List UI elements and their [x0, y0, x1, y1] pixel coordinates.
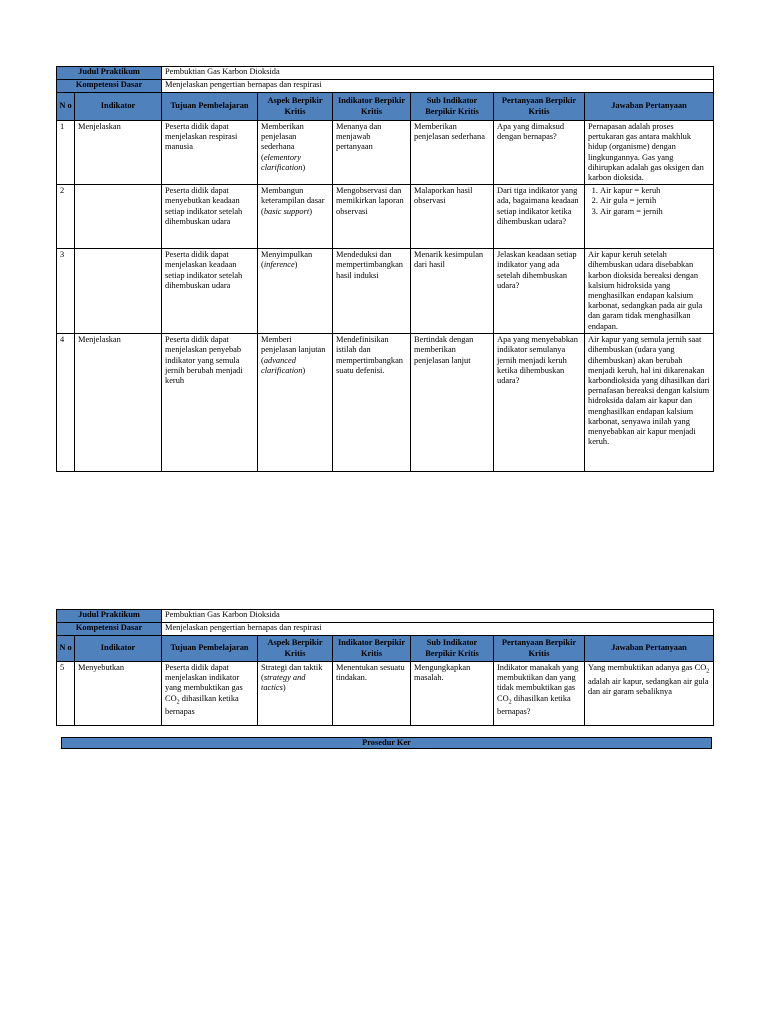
table-row [57, 662, 714, 726]
list-item: 2. Air gula = jernih [600, 196, 710, 206]
header-tujuan: Tujuan Pembelajaran [162, 636, 258, 662]
tujuan-text-end: dihasilkan ketika bernapas [165, 693, 239, 717]
cell-jawaban [585, 185, 714, 249]
header-no: N o [57, 636, 75, 662]
table-row [57, 121, 714, 185]
aspek-text: Memberikan penjelasan sederhana ( [261, 122, 304, 162]
kompetensi-row [57, 623, 714, 636]
aspek-close: ) [302, 365, 306, 375]
lesson-table-2 [56, 609, 714, 726]
cell-indikator-bk: Mengobservasi dan memikirkan laporan observasi [333, 185, 411, 249]
aspek-close: ) [309, 206, 312, 216]
header-pertanyaan: Pertanyaan Berpikir Kritis [494, 636, 585, 662]
cell-no: 3 [57, 249, 75, 334]
cell-no: 4 [57, 334, 75, 472]
header-pertanyaan: Pertanyaan Berpikir Kritis [494, 93, 585, 121]
cell-no: 1 [57, 121, 75, 185]
kompetensi-row [57, 80, 714, 93]
cell-indikator: Menyebutkan [75, 662, 162, 726]
header-indikator: Indikator [75, 636, 162, 662]
lesson-table-1 [56, 66, 714, 472]
aspek-italic: strategy and tactics [261, 673, 306, 693]
kompetensi-label: Kompetensi Dasar [57, 80, 162, 93]
judul-label: Judul Praktikum [57, 67, 162, 80]
aspek-italic: elementory clarification [261, 152, 303, 172]
aspek-italic: basic support [263, 206, 310, 216]
cell-pertanyaan: Jelaskan keadaan setiap indikator yang ada setelah dihembuskan udara? [494, 249, 585, 334]
cell-pertanyaan: Dari tiga indikator yang ada, bagaimana keadaan setiap indikator ketika dihembuskan udara? [494, 185, 585, 249]
list-item: 1. Air kapur = keruh [600, 186, 710, 196]
cell-pertanyaan [494, 662, 585, 726]
judul-value: Pembuktian Gas Karbon Dioksida [162, 610, 714, 623]
cell-jawaban: Pernapasan adalah proses pertukaran gas antara makhluk hidup (organisme) dengan lingkungannya. Gas yang dihirupkan adalah gas oksigen dan karbon dioksida. [585, 121, 714, 185]
aspek-text: Strategi dan taktik ( [261, 663, 323, 683]
header-sub-indikator: Sub Indikator Berpikir Kritis [411, 93, 494, 121]
header-sub-indikator: Sub Indikator Berpikir Kritis [411, 636, 494, 662]
prosedur-kerja-bar: Prosedur Ker [61, 737, 712, 749]
cell-tujuan: Peserta didik dapat menjelaskan respirasi manusia [162, 121, 258, 185]
cell-indikator: Menjelaskan [75, 121, 162, 185]
header-jawaban: Jawaban Pertanyaan [585, 93, 714, 121]
list-item: 3. Air garam = jernih [600, 207, 710, 217]
cell-tujuan [162, 662, 258, 726]
kompetensi-label: Kompetensi Dasar [57, 623, 162, 636]
pertanyaan-text: Indikator manakah yang membuktikan dan yang tidak membuktikan gas CO [497, 663, 579, 703]
header-indikator-bk: Indikator Berpikir Kritis [333, 93, 411, 121]
cell-aspek [258, 121, 333, 185]
cell-tujuan: Peserta didik dapat menyebutkan keadaan setiap indikator setelah dihembuskan udara [162, 185, 258, 249]
header-indikator: Indikator [75, 93, 162, 121]
header-jawaban: Jawaban Pertanyaan [585, 636, 714, 662]
aspek-italic: inference [263, 260, 295, 270]
jawaban-text-end: adalah air kapur, sedangkan air gula dan air garam sebaliknya [588, 676, 709, 697]
table-row [57, 185, 714, 249]
aspek-close: ) [294, 260, 298, 270]
aspek-close: ) [282, 683, 286, 693]
judul-row [57, 67, 714, 80]
aspek-text: Menyimpulkan ( [261, 250, 313, 270]
cell-sub-indikator: Memberikan penjelasan sederhana [411, 121, 494, 185]
judul-value: Pembuktian Gas Karbon Dioksida [162, 67, 714, 80]
cell-tujuan: Peserta didik dapat menjelaskan penyebab indikator yang semula jernih berubah menjadi keruh [162, 334, 258, 472]
header-aspek: Aspek Berpikir Kritis [258, 93, 333, 121]
cell-indikator-bk: Mendefinisikan istilah dan mempertimbangkan suatu defenisi. [333, 334, 411, 472]
subscript-2: 2 [508, 699, 512, 706]
aspek-italic: advanced clarification [261, 355, 303, 375]
kompetensi-value: Menjelaskan pengertian bernapas dan respirasi [162, 623, 714, 636]
cell-aspek [258, 662, 333, 726]
cell-indikator-bk: Mendeduksi dan mempertimbangkan hasil induksi [333, 249, 411, 334]
cell-no: 5 [57, 662, 75, 726]
header-no: N o [57, 93, 75, 121]
cell-sub-indikator: Bertindak dengan memberikan penjelasan lanjut [411, 334, 494, 472]
cell-aspek [258, 185, 333, 249]
cell-no: 2 [57, 185, 75, 249]
cell-aspek [258, 334, 333, 472]
pertanyaan-text-end: dihasilkan ketika bernapas? [497, 693, 571, 717]
judul-label: Judul Praktikum [57, 610, 162, 623]
header-row [57, 636, 714, 662]
jawaban-list [588, 186, 710, 217]
cell-indikator [75, 249, 162, 334]
header-aspek: Aspek Berpikir Kritis [258, 636, 333, 662]
aspek-text: Membangun keterampilan dasar ( [261, 186, 325, 216]
subscript-2: 2 [176, 699, 180, 706]
cell-pertanyaan: Apa yang menyebabkan indikator semulanya jernih menjadi keruh ketika dihembuskan udara? [494, 334, 585, 472]
cell-sub-indikator: Malaporkan hasil observasi [411, 185, 494, 249]
judul-row [57, 610, 714, 623]
cell-indikator-bk: Menanya dan menjawab pertanyaan [333, 121, 411, 185]
aspek-text: Memberi penjelasan lanjutan ( [261, 335, 326, 365]
header-indikator-bk: Indikator Berpikir Kritis [333, 636, 411, 662]
jawaban-text: Yang membuktikan adanya gas CO [588, 663, 707, 672]
cell-indikator-bk: Menentukan sesuatu tindakan. [333, 662, 411, 726]
table-row [57, 334, 714, 472]
header-row [57, 93, 714, 121]
header-tujuan: Tujuan Pembelajaran [162, 93, 258, 121]
subscript-2: 2 [706, 668, 710, 675]
tujuan-text: Peserta didik dapat menjelaskan indikator yang membuktikan gas CO [165, 663, 243, 703]
cell-aspek [258, 249, 333, 334]
cell-jawaban [585, 662, 714, 726]
cell-jawaban: Air kapur yang semula jernih saat dihembuskan (udara yang dihembuskan) akan berubah menjadi keruh, hal ini dikarenakan karbondioksida yang dihasilkan dari pernafasan bereaksi dengan kalsium hidroksida dalam air kapur dan menghasilkan endapan kalsium karbonat, senyawa inilah yang menyebabkan air kapur menjadi keruh. [585, 334, 714, 472]
cell-sub-indikator: Menarik kesimpulan dari hasil [411, 249, 494, 334]
cell-indikator: Menjelaskan [75, 334, 162, 472]
kompetensi-value: Menjelaskan pengertian bernapas dan respirasi [162, 80, 714, 93]
aspek-close: ) [302, 162, 306, 172]
cell-sub-indikator: Mengungkapkan masalah. [411, 662, 494, 726]
cell-pertanyaan: Apa yang dimaksud dengan bernapas? [494, 121, 585, 185]
cell-indikator [75, 185, 162, 249]
cell-jawaban: Air kapur keruh setelah dihembuskan udara disebabkan karbon dioksida bereaksi dengan kalsium hidroksida yang menghasilkan endapan kalsium karbonat, sedangkan pada air gula dan garam tidak menghasilkan endapan. [585, 249, 714, 334]
cell-tujuan: Peserta didik dapat menjelaskan keadaan setiap indikator setelah dihembuskan udara [162, 249, 258, 334]
table-row [57, 249, 714, 334]
